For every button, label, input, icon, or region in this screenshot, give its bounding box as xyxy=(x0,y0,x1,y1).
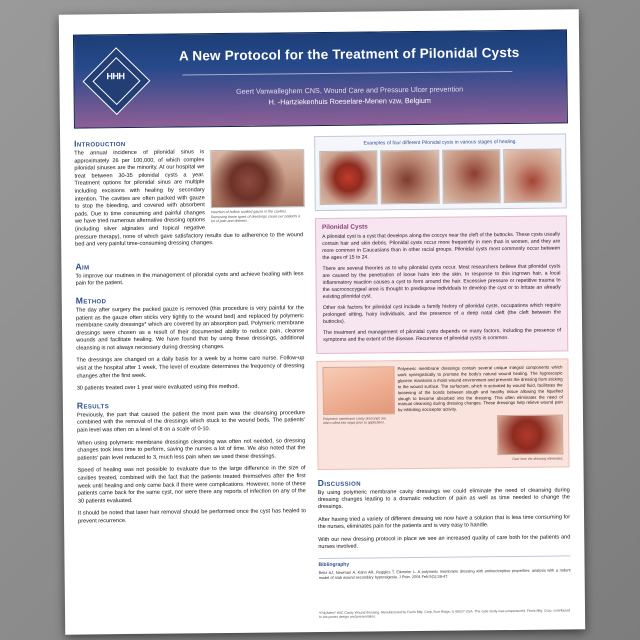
pilonidal-cysts-paragraph-2: There are several theories as to why pilonidal cysts occur. Most researchers believe that pilonidal cysts are caused by the penetration of loose hairs into the skin. In response to this ingrown hair, a local inflammatory reaction causes a cyst to form around the hair. Excessive pressure or repetitive trauma to the sacrococcygeal area is thought to predispose individuals to develop the cyst or to irritate an already existing pilonidal cyst. xyxy=(322,263,561,300)
hospital-logo-text: HHH xyxy=(106,71,125,82)
poster-document xyxy=(59,9,585,634)
introduction-paragraph-1: The annual incidence of pilonidal sinus is approximately 26 per 100,000, of which complex pilonidal sinuses are the minority. At our hospital we treat between 30-35 pilonidal cysts a year. Treatment options for pilonidal sinus are multiple including excisions with healing by secondary intention. The cavities are often packed with gauze to stop the bleeding, and covered with absorbent pads. Due to time consuming and painful changes we have tried numerous alternative dressing options (including silver alginates and topical negative pressure therapy), none of which gave satisfactory results due to adherence to the wound bed and very painful time-consuming dressing changes. xyxy=(74,149,304,248)
poster-title: A New Protocol for the Treatment of Pilonidal Cysts xyxy=(178,44,520,64)
dressing-figure-left xyxy=(322,366,393,463)
method-paragraph-3: 30 patients treated over 1 year were evaluated using this method. xyxy=(76,384,240,392)
poster-footnote: *PolyMem* WIC Cavity Wound dressing. Manufactured by Ferris Mfg. Corp, Burr Ridge, IL 60527 USA. The case study was unsponsored. Ferris Mfg. Corp. contributed to the poster design and presentation. xyxy=(319,608,571,620)
dressing-right-caption: Over time the dressing eliminates. xyxy=(512,456,564,462)
dressing-left-caption: Polymeric membrane cavity dressings are often rolled into strips prior to application. xyxy=(322,416,386,426)
pilonidal-cyst-photo-3 xyxy=(442,149,501,204)
section-method xyxy=(76,293,305,393)
section-results xyxy=(77,398,306,526)
author-line-2: H. -Hartziekenhuis Roeselare-Menen vzw, Belgium xyxy=(268,95,431,107)
section-introduction xyxy=(74,136,303,254)
pilonidal-cysts-panel xyxy=(315,215,568,354)
polymeric-membrane-dressing-photo xyxy=(322,366,394,415)
results-paragraph-1: Previously, the part that caused the patient the most pain was the cleansing procedure combined with the removal of the dressings which stuck to the wound beds. The patients' pain level was often on a level of 8 on a scale of 0-10. xyxy=(76,410,306,434)
dressing-figure-right xyxy=(397,364,563,462)
method-paragraph-1: The day after surgery the packed gauze is removed (this procedure is very painful for the patient as the gauze often sticks very tightly to the wound bed) and replaced by polymeric membrane cavity dressings* which are covered by an absorption pad. Polymeric membrane dressings were chosen as a result of their documented ability to reduce pain, cleanse wounds and facilitate healing. We have found that by using these dressings, additional cleansing is not always necessary during dressing changes. xyxy=(75,305,305,352)
poster-header-banner xyxy=(73,29,568,128)
healing-wound-photo xyxy=(497,415,563,456)
pilonidal-cyst-photo-1 xyxy=(319,150,378,205)
photo-panel xyxy=(314,133,567,211)
pilonidal-cyst-photo-4 xyxy=(503,148,562,203)
results-paragraph-2: When using polymeric membrane dressings cleansing was often not needed, so dressing changes took less time to perform, saving the nurses a lot of time. We also noted that the patients' pain level reduced to 3, much less pain when we used these dressings. xyxy=(77,437,306,462)
discussion-heading: Discussion xyxy=(317,477,361,488)
pilonidal-cysts-heading: Pilonidal Cysts xyxy=(321,223,368,231)
discussion-paragraph-2: After having tried a variety of different dressing we now have a solution that is less time consuming for the nurses, eliminates pain for the patients and is very easy to handle. xyxy=(318,514,571,531)
bibliography-heading: Bibliography xyxy=(318,561,350,568)
section-discussion xyxy=(318,475,571,551)
author-line-1: Geert Vanwalleghem CNS, Wound Care and Pressure Ulcer prevention xyxy=(236,84,464,96)
bibliography-reference: Beitz AJ, Newman A, Kahn AR, Ruggles T, Eikmeier L. A polymeric membrane dressing with antinociceptive properties: analysis with a rodent model of stab wound secondary hyperalgesia. J Pain. 2004 Feb;5(1):38-47. xyxy=(318,566,571,580)
right-column xyxy=(314,133,571,580)
discussion-paragraph-1: By using polymeric membrane cavity dressings we could eliminate the need of cleansing during dressing changes leading to a dramatic reduction of pain as well as time needed to change the dressings. xyxy=(317,487,570,511)
section-aim xyxy=(75,259,303,289)
section-bibliography xyxy=(318,555,570,580)
results-paragraph-3: Speed of healing was not possible to evaluate due to the large difference in the size of cavities treated, combined with the fact that the patients treated themselves after the first week until healing and only came back if there were complications. However, none of these patients came back for the same cyst, nor were there any reports of infection on any of the 30 patients evaluated. xyxy=(77,465,306,505)
pilonidal-cyst-photo-2 xyxy=(380,150,439,205)
wound-packing-photo xyxy=(210,149,305,208)
method-paragraph-2: The dressings are changed on a daily basis for a week by a home care nurse. Follow-up visit at the hospital after 1 week. The level of exudate determines the frequency of dressing changes after the first week. xyxy=(76,355,305,380)
introduction-heading: Introduction xyxy=(74,138,126,149)
pilonidal-cysts-paragraph-3: Other risk factors for pilonidal cyst include a family history of pilonidal cysts, occupations which require prolonged sitting, hairy individuals, and the presence of a deep natal cleft (the cleft between the buttocks). xyxy=(322,302,561,325)
photo-panel-title: Examples of four different Pilonidal cysts in various stages of healing. xyxy=(363,138,517,147)
dressing-panel xyxy=(316,358,569,469)
pilonidal-cysts-paragraph-4: The treatment and management of pilonidal cysts depends on many factors, including the presence of symptoms and the extent of the disease. Recurrence of pilonidal cysts is common. xyxy=(323,327,562,343)
results-heading: Results xyxy=(76,400,110,411)
dressing-paragraph-1: Polymeric membrane dressings contain several unique integral components which work synergistically to promote the body's natural wound healing. The hygroscopic glycerin maintains a moist wound environment and prevents the dressing from sticking to the wound surface. The surfactant, which is activated by wound fluid, facilitates the loosening of the bonds between slough and healthy tissue allowing the liquefied slough to become absorbed into the dressing. This often eliminates the need of manual cleansing during dressing changes. These dressings help relieve wound pain by inhibiting nociceptor activity. xyxy=(397,364,563,413)
title-divider xyxy=(182,71,512,75)
method-heading: Method xyxy=(75,295,107,306)
pilonidal-cysts-paragraph-1: A pilonidal cyst is a cyst that develops along the coccyx near the cleft of the buttocks. These cysts usually contain hair and skin debris. Pilonidal cysts occur more frequently in men than in women, and they are more common in Caucasians than in other racial groups. Pilonidal cysts most commonly occur between the ages of 15 to 24. xyxy=(322,231,561,261)
introduction-photo-figure xyxy=(210,149,303,224)
discussion-paragraph-3: With our new dressing protocol in place we see an increased quality of care both for the patients and nurses involved. xyxy=(318,534,571,551)
poster-authors xyxy=(145,83,555,109)
aim-paragraph-1: To improve our routines in the management of pilonidal cysts and achieve healing with less pain for the patient. xyxy=(75,270,304,287)
left-column xyxy=(74,136,306,533)
introduction-photo-caption: Insertion of hollow soaked gauze in the cavities. Removing these types of dressings cause our patients a lot of pain and distress. xyxy=(210,209,301,224)
aim-heading: Aim xyxy=(75,261,90,272)
results-paragraph-4: It should be noted that laser hair removal should be performed once the cyst has healed to prevent recurrence. xyxy=(77,508,307,525)
photo-row xyxy=(319,148,562,205)
